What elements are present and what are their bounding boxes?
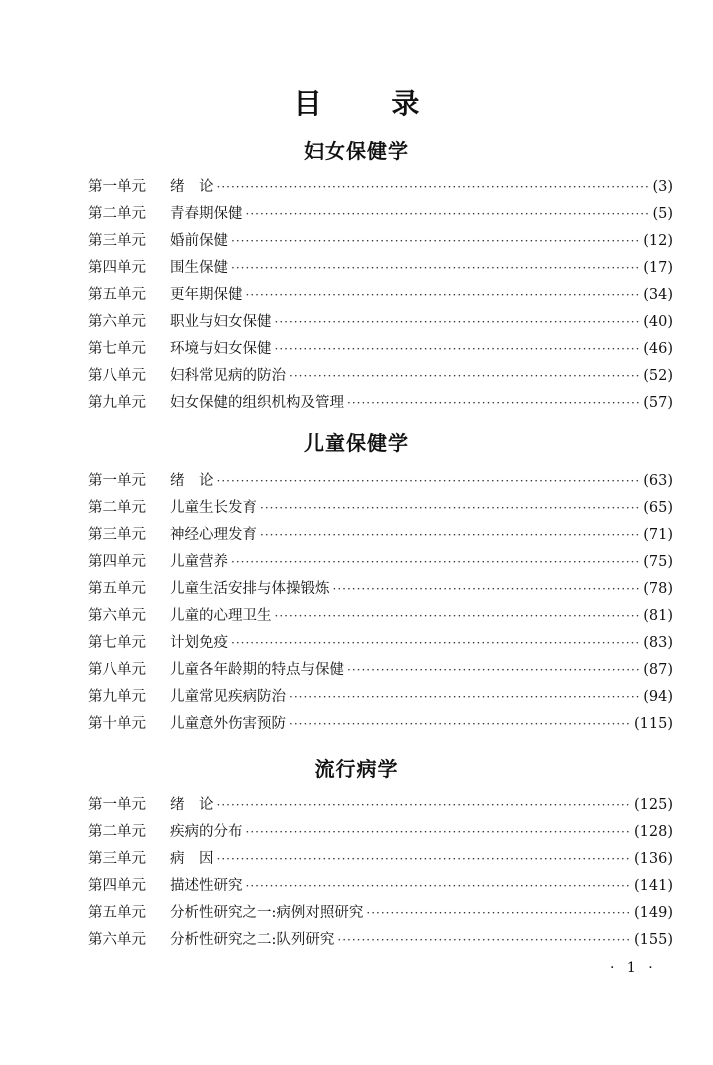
toc-row[interactable] <box>88 282 673 309</box>
entry-title: 疾病的分布 <box>170 824 243 840</box>
entry-title: 儿童生长发育 <box>170 500 257 516</box>
dot-leader <box>347 390 640 417</box>
entry-title: 儿童意外伤害预防 <box>170 716 286 732</box>
page-number: (12) <box>643 233 673 249</box>
toc-row[interactable] <box>88 309 673 336</box>
toc-row[interactable] <box>88 495 673 522</box>
dot-leader <box>217 792 632 819</box>
page-number: (83) <box>643 635 673 651</box>
toc-row[interactable] <box>88 846 673 873</box>
page-number: (128) <box>634 824 673 840</box>
toc-row[interactable] <box>88 792 673 819</box>
entry-title: 绪 论 <box>170 473 214 489</box>
unit-label: 第五单元 <box>88 905 146 921</box>
page-number: (149) <box>634 905 673 921</box>
dot-leader <box>246 873 632 900</box>
entry-title: 青春期保健 <box>170 206 243 222</box>
dot-leader <box>366 900 631 927</box>
dot-leader <box>217 174 650 201</box>
dot-leader <box>289 684 640 711</box>
dot-leader <box>275 336 641 363</box>
dot-leader <box>347 657 640 684</box>
unit-label: 第二单元 <box>88 824 146 840</box>
toc-row[interactable] <box>88 522 673 549</box>
section-title-womens-health: 妇女保健学 <box>304 139 409 163</box>
entry-title: 描述性研究 <box>170 878 243 894</box>
entry-title: 儿童营养 <box>170 554 228 570</box>
unit-label: 第六单元 <box>88 608 146 624</box>
entry-title: 环境与妇女保健 <box>170 341 272 357</box>
toc-row[interactable] <box>88 657 673 684</box>
page-number: (75) <box>643 554 673 570</box>
entry-title: 神经心理发育 <box>170 527 257 543</box>
unit-label: 第五单元 <box>88 287 146 303</box>
dot-leader <box>231 549 640 576</box>
page-number: (17) <box>643 260 673 276</box>
page-number: (34) <box>643 287 673 303</box>
page-number: (87) <box>643 662 673 678</box>
unit-label: 第四单元 <box>88 878 146 894</box>
toc-list-epidemiology <box>88 792 673 954</box>
entry-title: 病 因 <box>170 851 214 867</box>
dot-leader <box>289 363 640 390</box>
unit-label: 第六单元 <box>88 314 146 330</box>
unit-label: 第四单元 <box>88 260 146 276</box>
page-number: (125) <box>634 797 673 813</box>
toc-row[interactable] <box>88 390 673 417</box>
toc-row[interactable] <box>88 336 673 363</box>
toc-row[interactable] <box>88 900 673 927</box>
entry-title: 儿童各年龄期的特点与保健 <box>170 662 344 678</box>
toc-row[interactable] <box>88 255 673 282</box>
page-number: (40) <box>643 314 673 330</box>
unit-label: 第七单元 <box>88 341 146 357</box>
toc-list-womens-health <box>88 174 673 417</box>
page-number: (57) <box>643 395 673 411</box>
page-number: (63) <box>643 473 673 489</box>
entry-title: 计划免疫 <box>170 635 228 651</box>
entry-title: 绪 论 <box>170 179 214 195</box>
entry-title: 儿童的心理卫生 <box>170 608 272 624</box>
unit-label: 第五单元 <box>88 581 146 597</box>
page-number: (81) <box>643 608 673 624</box>
toc-row[interactable] <box>88 228 673 255</box>
dot-leader <box>246 201 650 228</box>
unit-label: 第八单元 <box>88 368 146 384</box>
unit-label: 第六单元 <box>88 932 146 948</box>
page-number: (46) <box>643 341 673 357</box>
toc-row[interactable] <box>88 630 673 657</box>
page-number: (71) <box>643 527 673 543</box>
dot-leader <box>260 495 640 522</box>
unit-label: 第二单元 <box>88 206 146 222</box>
dot-leader <box>231 630 640 657</box>
dot-leader <box>289 711 631 738</box>
unit-label: 第四单元 <box>88 554 146 570</box>
page-number: (78) <box>643 581 673 597</box>
page-number: (3) <box>652 179 673 195</box>
toc-row[interactable] <box>88 201 673 228</box>
toc-row[interactable] <box>88 684 673 711</box>
toc-row[interactable] <box>88 576 673 603</box>
unit-label: 第三单元 <box>88 233 146 249</box>
toc-row[interactable] <box>88 603 673 630</box>
entry-title: 妇女保健的组织机构及管理 <box>170 395 344 411</box>
unit-label: 第一单元 <box>88 473 146 489</box>
entry-title: 更年期保健 <box>170 287 243 303</box>
entry-title: 分析性研究之二:队列研究 <box>170 932 335 948</box>
dot-leader <box>333 576 641 603</box>
toc-row[interactable] <box>88 873 673 900</box>
dot-leader <box>260 522 640 549</box>
page-folio: · 1 · <box>610 960 657 976</box>
entry-title: 分析性研究之一:病例对照研究 <box>170 905 364 921</box>
entry-title: 绪 论 <box>170 797 214 813</box>
dot-leader <box>275 309 641 336</box>
unit-label: 第二单元 <box>88 500 146 516</box>
page-number: (155) <box>634 932 673 948</box>
page-title: 目 录 <box>293 87 450 120</box>
section-title-epidemiology: 流行病学 <box>314 757 399 781</box>
toc-row[interactable] <box>88 363 673 390</box>
dot-leader <box>231 255 640 282</box>
unit-label: 第一单元 <box>88 797 146 813</box>
dot-leader <box>217 468 641 495</box>
page-number: (94) <box>643 689 673 705</box>
toc-row[interactable] <box>88 819 673 846</box>
dot-leader <box>246 819 632 846</box>
unit-label: 第三单元 <box>88 851 146 867</box>
entry-title: 婚前保健 <box>170 233 228 249</box>
dot-leader <box>275 603 641 630</box>
dot-leader <box>231 228 640 255</box>
entry-title: 儿童常见疾病防治 <box>170 689 286 705</box>
unit-label: 第七单元 <box>88 635 146 651</box>
page-number: (52) <box>643 368 673 384</box>
page-number: (115) <box>634 716 673 732</box>
unit-label: 第八单元 <box>88 662 146 678</box>
page-number: (5) <box>652 206 673 222</box>
entry-title: 儿童生活安排与体操锻炼 <box>170 581 330 597</box>
toc-row[interactable] <box>88 549 673 576</box>
unit-label: 第十单元 <box>88 716 146 732</box>
toc-row[interactable] <box>88 711 673 738</box>
entry-title: 妇科常见病的防治 <box>170 368 286 384</box>
unit-label: 第三单元 <box>88 527 146 543</box>
entry-title: 职业与妇女保健 <box>170 314 272 330</box>
page-number: (65) <box>643 500 673 516</box>
page-number: (136) <box>634 851 673 867</box>
toc-list-child-health <box>88 468 673 738</box>
entry-title: 围生保健 <box>170 260 228 276</box>
page-number: (141) <box>634 878 673 894</box>
toc-row[interactable] <box>88 174 673 201</box>
unit-label: 第九单元 <box>88 395 146 411</box>
unit-label: 第一单元 <box>88 179 146 195</box>
dot-leader <box>217 846 632 873</box>
toc-row[interactable] <box>88 468 673 495</box>
section-title-child-health: 儿童保健学 <box>304 431 409 455</box>
dot-leader <box>246 282 641 309</box>
dot-leader <box>337 927 631 954</box>
toc-row[interactable] <box>88 927 673 954</box>
unit-label: 第九单元 <box>88 689 146 705</box>
